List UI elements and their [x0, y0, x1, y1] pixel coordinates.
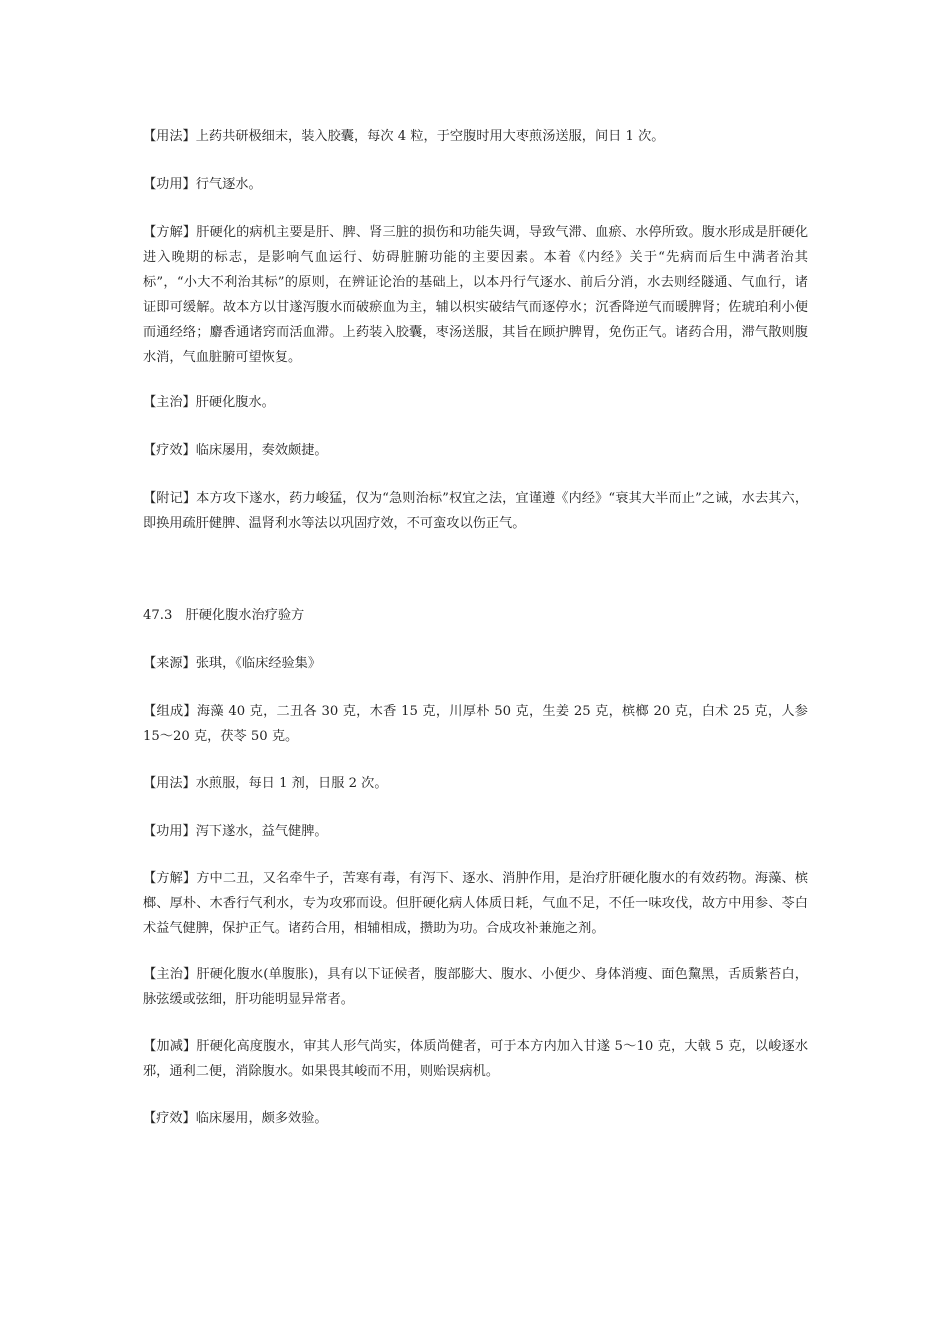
section-text: 临床屡用，颇多效验。	[195, 1111, 328, 1126]
section-label: 【加减】	[143, 1039, 197, 1054]
paragraph-usage-2	[143, 771, 808, 796]
paragraph-function-2	[143, 819, 808, 844]
paragraph-explanation	[143, 220, 808, 370]
section-label: 【用法】	[143, 129, 196, 144]
paragraph-composition	[143, 699, 808, 749]
section-label: 【主治】	[143, 395, 196, 410]
section-label: 【主治】	[143, 967, 197, 982]
section-heading: 47.3 肝硬化腹水治疗验方	[143, 608, 305, 623]
paragraph-explanation-2	[143, 866, 808, 941]
section-text: 肝硬化腹水(单腹胀)，具有以下证候者，腹部膨大、腹水、小便少、身体消瘦、面色黧黑，舌质紫苔白，脉弦缓或弦细，肝功能明显异常者。	[143, 967, 808, 1007]
section-label: 【方解】	[143, 871, 197, 886]
paragraph-modification	[143, 1034, 808, 1084]
section-text: 上药共研极细末，装入胶囊，每次 4 粒，于空腹时用大枣煎汤送服，间日 1 次。	[195, 129, 665, 144]
section-label: 【组成】	[143, 704, 197, 719]
section-label: 【方解】	[143, 225, 197, 240]
section-text: 张琪，《临床经验集》	[195, 656, 322, 671]
paragraph-usage	[143, 124, 808, 149]
section-label: 【疗效】	[143, 1111, 196, 1126]
section-label: 【附记】	[143, 491, 197, 506]
paragraph-efficacy	[143, 438, 808, 463]
section-text: 临床屡用，奏效颇捷。	[195, 443, 328, 458]
section-text: 水煎服，每日 1 剂，日服 2 次。	[195, 776, 388, 791]
paragraph-indication	[143, 390, 808, 415]
section-text: 海藻 40 克，二丑各 30 克，木香 15 克，川厚朴 50 克，生姜 25 克，槟榔 20 克，白术 25 克，人参 15～20 克，茯苓 50 克。	[143, 704, 808, 744]
section-label: 【用法】	[143, 776, 196, 791]
section-label: 【疗效】	[143, 443, 196, 458]
section-text: 行气逐水。	[195, 177, 262, 192]
section-label: 【功用】	[143, 824, 196, 839]
paragraph-indication-2	[143, 962, 808, 1012]
paragraph-function	[143, 172, 808, 197]
section-text: 方中二丑，又名牵牛子，苦寒有毒，有泻下、逐水、消肿作用，是治疗肝硬化腹水的有效药物。海藻、槟榔、厚朴、木香行气利水，专为攻邪而设。但肝硬化病人体质日耗，气血不足，不任一味攻伐，故方中用参、苓白术益气健脾，保护正气。诸药合用，相辅相成，攒助为功。合成攻补兼施之剂。	[143, 871, 809, 936]
paragraph-source	[143, 651, 808, 676]
section-text: 肝硬化的病机主要是肝、脾、肾三脏的损伤和功能失调，导致气滞、血瘀、水停所致。腹水形成是肝硬化进入晚期的标志，是影响气血运行、妨碍脏腑功能的主要因素。本着《内经》关于“先病而后生中满者治其标”，“小大不利治其标”的原则，在辨证论治的基础上，以本丹行气逐水、前后分消，水去则经隧通、气血行，诸证即可缓解。故本方以甘遂泻腹水而破瘀血为主，辅以枳实破结气而逐停水；沉香降逆气而暖脾肾；佐琥珀利小便而通经络；麝香通诸窍而活血滞。上药装入胶囊，枣汤送服，其旨在顾护脾胃，免伤正气。诸药合用，滞气散则腹水消，气血脏腑可望恢复。	[143, 225, 809, 365]
section-label: 【来源】	[143, 656, 196, 671]
section-text: 肝硬化高度腹水，审其人形气尚实，体质尚健者，可于本方内加入甘遂 5～10 克，大戟 5 克，以峻逐水邪，通利二便，消除腹水。如果畏其峻而不用，则贻误病机。	[143, 1039, 809, 1079]
section-text: 肝硬化腹水。	[195, 395, 275, 410]
section-text: 本方攻下遂水，药力峻猛，仅为“急则治标”权宜之法，宜谨遵《内经》“衰其大半而止”之诫，水去其六，即换用疏肝健脾、温肾利水等法以巩固疗效，不可蛮攻以伤正气。	[143, 491, 809, 531]
paragraph-efficacy-2	[143, 1106, 808, 1131]
section-label: 【功用】	[143, 177, 196, 192]
paragraph-note	[143, 486, 808, 536]
section-text: 泻下遂水，益气健脾。	[195, 824, 328, 839]
